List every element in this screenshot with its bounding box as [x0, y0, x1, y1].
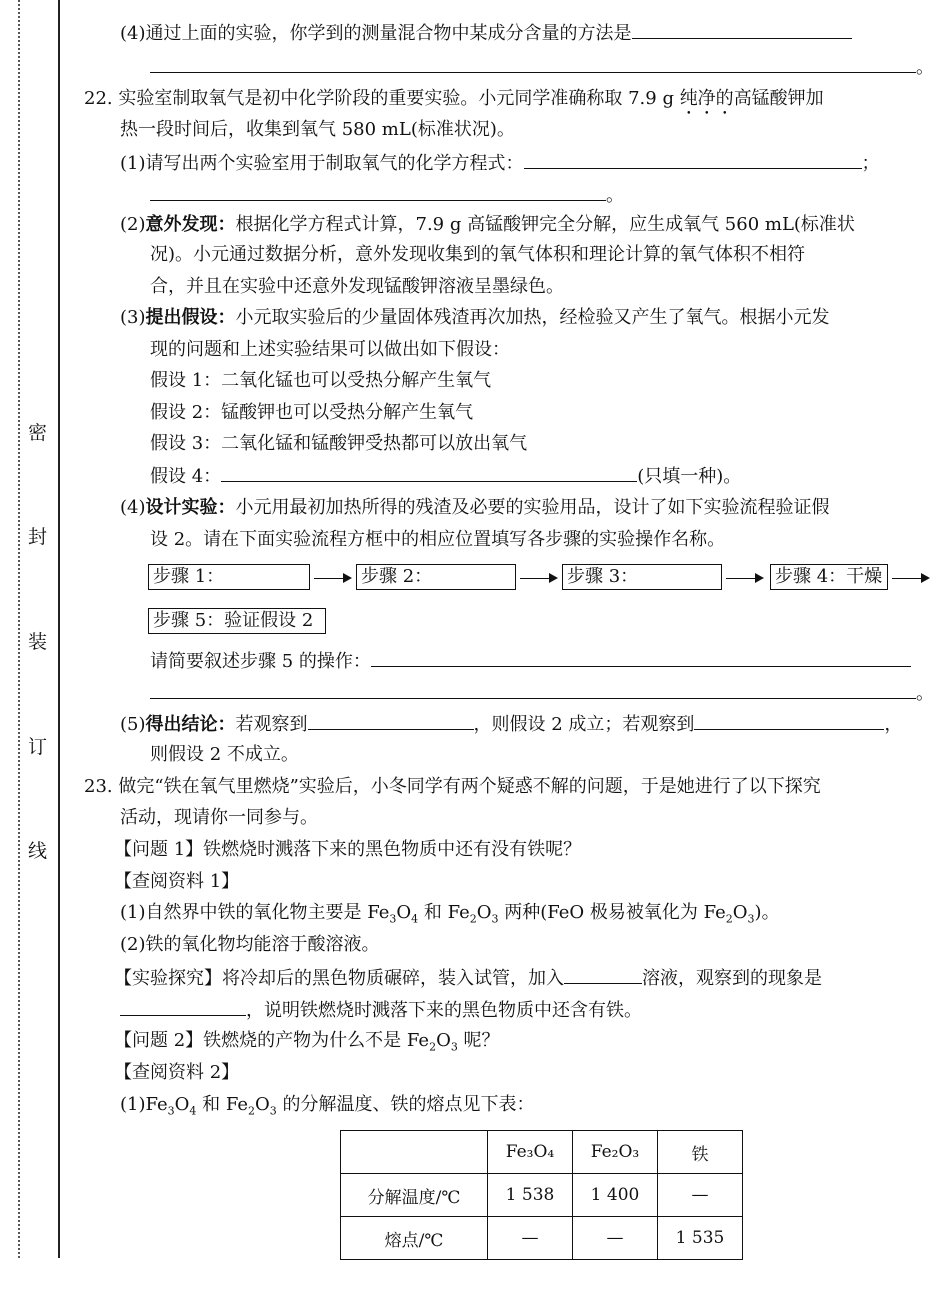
seal-char: 订 — [28, 736, 48, 758]
table-header: Fe₃O₄ — [488, 1131, 573, 1174]
seal-char: 封 — [28, 526, 48, 548]
table-cell: — — [573, 1217, 658, 1260]
answer-blank[interactable] — [150, 680, 916, 699]
table-cell: — — [488, 1217, 573, 1260]
binding-solid-line — [58, 0, 60, 1258]
answer-blank[interactable] — [221, 463, 637, 482]
answer-blank[interactable] — [150, 182, 606, 201]
q22-part5-line2: 则假设 2 不成立。 — [150, 744, 299, 765]
q22-part3-line2: 现的问题和上述实验结果可以做出如下假设： — [150, 339, 510, 360]
table-header-row — [341, 1131, 743, 1174]
seal-char: 线 — [28, 840, 48, 862]
binding-dotted-line — [18, 0, 20, 1258]
q22-part4: (4)设计实验：小元用最初加热所得的残渣及必要的实验用品，设计了如下实验流程验证假 — [120, 497, 830, 518]
seal-char: 密 — [28, 422, 48, 444]
q22-part1-line2: 。 — [150, 182, 624, 208]
q22-part4-line2: 设 2。请在下面实验流程方框中的相应位置填写各步骤的实验操作名称。 — [150, 529, 726, 550]
answer-blank[interactable] — [120, 997, 246, 1016]
answer-blank[interactable] — [371, 648, 911, 667]
reference-1-item2: (2)铁的氧化物均能溶于酸溶液。 — [120, 934, 380, 955]
seal-char: 装 — [28, 631, 48, 653]
problem-1: 【问题 1】铁燃烧时溅落下来的黑色物质中还有没有铁呢？ — [114, 839, 582, 860]
flow-arrow — [726, 578, 762, 579]
hypothesis-1: 假设 1：二氧化锰也可以受热分解产生氧气 — [150, 370, 492, 391]
problem-2: 【问题 2】铁燃烧的产物为什么不是 $Fe_2O_3$ 呢？ — [114, 1030, 500, 1054]
table-cell: 1 535 — [658, 1217, 743, 1260]
reference-2: 【查阅资料 2】 — [114, 1062, 240, 1083]
flow-step-5: 步骤 5：验证假设 2 — [148, 608, 326, 634]
flow-arrow — [892, 578, 928, 579]
hypothesis-4: 假设 4： (只填一种)。 — [150, 463, 741, 489]
q22-part1: (1)请写出两个实验室用于制取氧气的化学方程式： ； — [120, 150, 880, 176]
table-cell: 熔点/℃ — [341, 1217, 488, 1260]
step5-prompt: 请简要叙述步骤 5 的操作： — [150, 648, 911, 674]
q21-part4-text: (4)通过上面的实验，你学到的测量混合物中某成分含量的方法是 — [120, 23, 632, 44]
flow-step-3[interactable]: 步骤 3： — [562, 564, 722, 590]
table-header: Fe₂O₃ — [573, 1131, 658, 1174]
q22-stem-line2: 热一段时间后，收集到氧气 580 mL(标准状况)。 — [120, 119, 515, 140]
q22-part2-line3: 合，并且在实验中还意外发现锰酸钾溶液呈墨绿色。 — [150, 276, 564, 297]
table-row — [341, 1174, 743, 1217]
experiment-explore-line2: ，说明铁燃烧时溅落下来的黑色物质中还含有铁。 — [120, 997, 642, 1023]
step5-line2: 。 — [150, 680, 934, 706]
table-header: 铁 — [658, 1131, 743, 1174]
flow-step-4: 步骤 4：干燥 — [770, 564, 888, 590]
data-table — [340, 1130, 743, 1260]
flow-arrow — [314, 578, 350, 579]
table-cell: 1 400 — [573, 1174, 658, 1217]
q23-stem-line2: 活动，现请你一同参与。 — [120, 807, 318, 828]
experiment-explore: 【实验探究】将冷却后的黑色物质碾碎，装入试管，加入 溶液，观察到的现象是 — [114, 965, 822, 991]
question-number: 22. — [84, 88, 113, 109]
emphasis-text: 纯净的 — [679, 88, 734, 109]
q23-stem: 23. 做完“铁在氧气里燃烧”实验后，小冬同学有两个疑惑不解的问题，于是她进行了以下探究 — [84, 776, 821, 797]
table-cell: — — [658, 1174, 743, 1217]
reference-1-item1: (1)自然界中铁的氧化物主要是 $Fe_3O_4$ 和 $Fe_2O_3$ 两种(FeO 极易被氧化为 $Fe_2O_3$)。 — [120, 902, 780, 926]
q22-part5: (5)得出结论：若观察到 ，则假设 2 成立；若观察到 ， — [120, 711, 902, 737]
reference-1: 【查阅资料 1】 — [114, 871, 240, 892]
table-row — [341, 1217, 743, 1260]
question-number: 23. — [84, 776, 113, 797]
flow-arrow — [520, 578, 556, 579]
answer-blank[interactable] — [564, 965, 642, 984]
flow-step-1[interactable]: 步骤 1： — [148, 564, 310, 590]
answer-blank[interactable] — [694, 711, 884, 730]
q22-part2: (2)意外发现：根据化学方程式计算，7.9 g 高锰酸钾完全分解，应生成氧气 560 mL(标准状 — [120, 214, 855, 235]
q22-part2-line2: 况)。小元通过数据分析，意外发现收集到的氧气体积和理论计算的氧气体积不相符 — [150, 244, 806, 265]
table-cell: 分解温度/℃ — [341, 1174, 488, 1217]
answer-blank[interactable] — [150, 54, 916, 73]
answer-blank[interactable] — [524, 150, 862, 169]
q21-part4 — [120, 20, 852, 46]
table-cell — [341, 1131, 488, 1174]
q21-part4-line2: 。 — [150, 54, 934, 80]
flow-step-2[interactable]: 步骤 2： — [356, 564, 516, 590]
q22-stem: 22. 实验室制取氧气是初中化学阶段的重要实验。小元同学准确称取 7.9 g 纯净的高锰酸钾加 — [84, 88, 824, 109]
reference-2-item1: $(1)Fe_3O_4$ 和 $Fe_2O_3$ 的分解温度、铁的熔点见下表： — [120, 1094, 535, 1118]
q22-part3: (3)提出假设：小元取实验后的少量固体残渣再次加热，经检验又产生了氧气。根据小元发 — [120, 307, 830, 328]
table-cell: 1 538 — [488, 1174, 573, 1217]
answer-blank[interactable] — [308, 711, 474, 730]
answer-blank[interactable] — [632, 20, 852, 39]
hypothesis-2: 假设 2：锰酸钾也可以受热分解产生氧气 — [150, 402, 474, 423]
hypothesis-3: 假设 3：二氧化锰和锰酸钾受热都可以放出氧气 — [150, 433, 528, 454]
